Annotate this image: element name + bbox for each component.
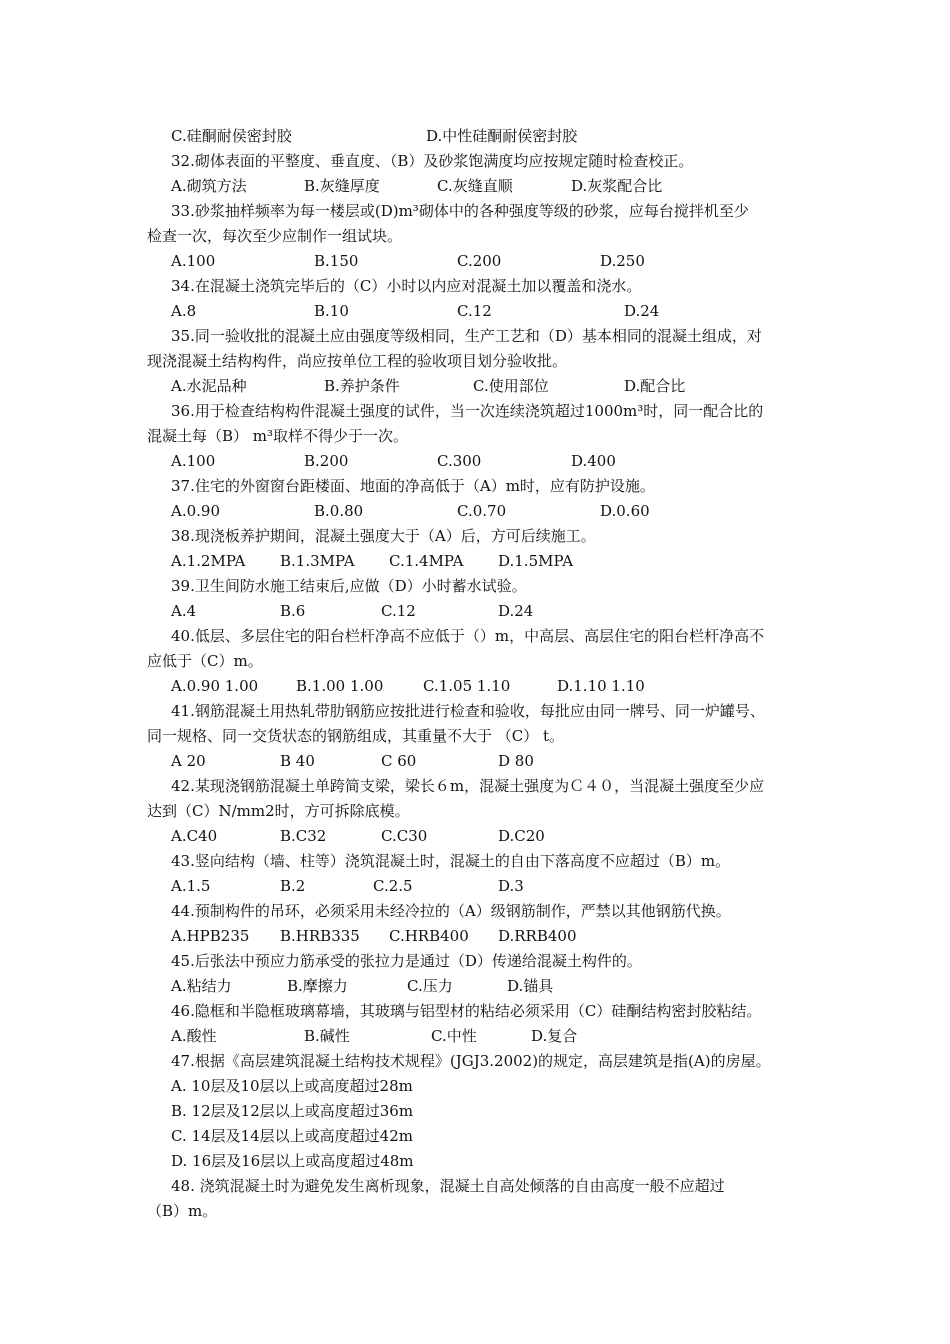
option-b: B.碱性 (304, 1027, 350, 1045)
option-c: C.HRB400 (389, 927, 469, 945)
option-b: B.1.3MPA (280, 552, 355, 570)
option-a: A.0.90 1.00 (171, 677, 259, 695)
option-d: D.400 (571, 452, 616, 470)
option-d: D.RRB400 (498, 927, 577, 945)
text-line-continued: 同一规格、同一交货状态的钢筋组成，其重量不大于 （C） t。 (147, 727, 565, 745)
text-line-continued: 混凝土每（B） m³取样不得少于一次。 (147, 427, 409, 445)
text-line: A. 10层及10层以上或高度超过28m (171, 1077, 413, 1095)
option-b: B.养护条件 (324, 377, 400, 395)
text-line: 35.同一验收批的混凝土应由强度等级相同，生产工艺和（D）基本相同的混凝土组成，对 (171, 327, 762, 345)
option-a: A 20 (171, 752, 206, 770)
option-a: A.8 (171, 302, 197, 320)
option-d: D.1.10 1.10 (557, 677, 645, 695)
option-b: B.摩擦力 (287, 977, 348, 995)
text-line: B. 12层及12层以上或高度超过36m (171, 1102, 414, 1120)
option-b: B 40 (280, 752, 315, 770)
option-b: B.2 (280, 877, 306, 895)
option-a: C.硅酮耐侯密封胶 (171, 127, 292, 145)
text-line: 34.在混凝土浇筑完毕后的（C）小时以内应对混凝土加以覆盖和浇水。 (171, 277, 642, 295)
option-b: B.200 (304, 452, 349, 470)
option-a: A.100 (171, 252, 216, 270)
option-a: A.粘结力 (171, 977, 232, 995)
option-a: A.1.5 (171, 877, 211, 895)
option-c: C.灰缝直顺 (437, 177, 513, 195)
option-a: A.酸性 (171, 1027, 217, 1045)
option-b: B.灰缝厚度 (304, 177, 380, 195)
option-c: C.1.05 1.10 (423, 677, 511, 695)
text-line: 41.钢筋混凝土用热轧带肋钢筋应按批进行检查和验收，每批应由同一牌号、同一炉罐号、 (171, 702, 765, 720)
option-d: D.配合比 (624, 377, 686, 395)
text-line: 43.竖向结构（墙、柱等）浇筑混凝土时，混凝土的自由下落高度不应超过（B）m。 (171, 852, 731, 870)
text-line: D. 16层及16层以上或高度超过48m (171, 1152, 414, 1170)
text-line: 37.住宅的外窗窗台距楼面、地面的净高低于（A）m时，应有防护设施。 (171, 477, 655, 495)
option-c: C.中性 (431, 1027, 477, 1045)
option-d: D.24 (498, 602, 534, 620)
text-line-continued: 达到（C）N/mm2时，方可拆除底模。 (147, 802, 410, 820)
text-line: 48. 浇筑混凝土时为避免发生离析现象，混凝土自高处倾落的自由高度一般不应超过 (171, 1177, 725, 1195)
text-line: 38.现浇板养护期间，混凝土强度大于（A）后，方可后续施工。 (171, 527, 596, 545)
text-line: 46.隐框和半隐框玻璃幕墙，其玻璃与铝型材的粘结必须采用（C）硅酮结构密封胶粘结。 (171, 1002, 762, 1020)
option-d: D.灰浆配合比 (571, 177, 663, 195)
option-c: C.200 (457, 252, 502, 270)
text-line: 32.砌体表面的平整度、垂直度、（B）及砂浆饱满度均应按规定随时检查校正。 (171, 152, 694, 170)
option-a: A.砌筑方法 (171, 177, 247, 195)
option-a: A.0.90 (171, 502, 220, 520)
option-c: C.12 (381, 602, 416, 620)
text-line: 44.预制构件的吊环，必须采用未经冷拉的（A）级钢筋制作，严禁以其他钢筋代换。 (171, 902, 731, 920)
option-b: B.C32 (280, 827, 327, 845)
option-b: B.10 (314, 302, 349, 320)
option-c: C 60 (381, 752, 417, 770)
option-a: A.100 (171, 452, 216, 470)
text-line-continued: （B）m。 (147, 1202, 218, 1220)
option-b: D.中性硅酮耐侯密封胶 (426, 127, 578, 145)
text-line: 40.低层、多层住宅的阳台栏杆净高不应低于（）m，中高层、高层住宅的阳台栏杆净高不 (171, 627, 765, 645)
option-b: B.HRB335 (280, 927, 360, 945)
option-c: C.压力 (407, 977, 453, 995)
text-line: 47.根据《高层建筑混凝土结构技术规程》(JGJ3.2002)的规定，高层建筑是指(A)的房屋。 (171, 1052, 771, 1070)
option-a: A.HPB235 (171, 927, 250, 945)
text-line: 45.后张法中预应力筋承受的张拉力是通过（D）传递给混凝土构件的。 (171, 952, 642, 970)
option-c: C.C30 (381, 827, 428, 845)
option-a: A.C40 (171, 827, 218, 845)
text-line: 33.砂浆抽样频率为每一楼层或(D)m³砌体中的各种强度等级的砂浆，应每台搅拌机至少 (171, 202, 749, 220)
option-d: D.锚具 (507, 977, 554, 995)
option-d: D.1.5MPA (498, 552, 574, 570)
option-d: D.250 (600, 252, 645, 270)
option-c: C.0.70 (457, 502, 507, 520)
option-a: A.1.2MPA (171, 552, 246, 570)
option-a: A.水泥品种 (171, 377, 247, 395)
option-d: D.复合 (531, 1027, 578, 1045)
option-d: D.C20 (498, 827, 545, 845)
option-b: B.0.80 (314, 502, 364, 520)
text-line: C. 14层及14层以上或高度超过42m (171, 1127, 413, 1145)
option-d: D 80 (498, 752, 534, 770)
option-d: D.0.60 (600, 502, 650, 520)
option-c: C.2.5 (373, 877, 413, 895)
text-line-continued: 应低于（C）m。 (147, 652, 263, 670)
option-b: B.150 (314, 252, 359, 270)
option-b: B.1.00 1.00 (296, 677, 384, 695)
option-c: C.12 (457, 302, 492, 320)
text-line: 39.卫生间防水施工结束后,应做（D）小时蓄水试验。 (171, 577, 527, 595)
text-line-continued: 检查一次，每次至少应制作一组试块。 (147, 227, 403, 245)
option-c: C.使用部位 (473, 377, 549, 395)
text-line-continued: 现浇混凝土结构构件，尚应按单位工程的验收项目划分验收批。 (147, 352, 568, 370)
text-line: 36.用于检查结构构件混凝土强度的试件，当一次连续浇筑超过1000m³时，同一配合比的 (171, 402, 764, 420)
option-c: C.1.4MPA (389, 552, 464, 570)
option-d: D.24 (624, 302, 660, 320)
option-c: C.300 (437, 452, 482, 470)
text-line: 42.某现浇钢筋混凝土单跨简支梁，梁长６m，混凝土强度为Ｃ４０，当混凝土强度至少应 (171, 777, 765, 795)
option-b: B.6 (280, 602, 306, 620)
option-a: A.4 (171, 602, 197, 620)
option-d: D.3 (498, 877, 524, 895)
